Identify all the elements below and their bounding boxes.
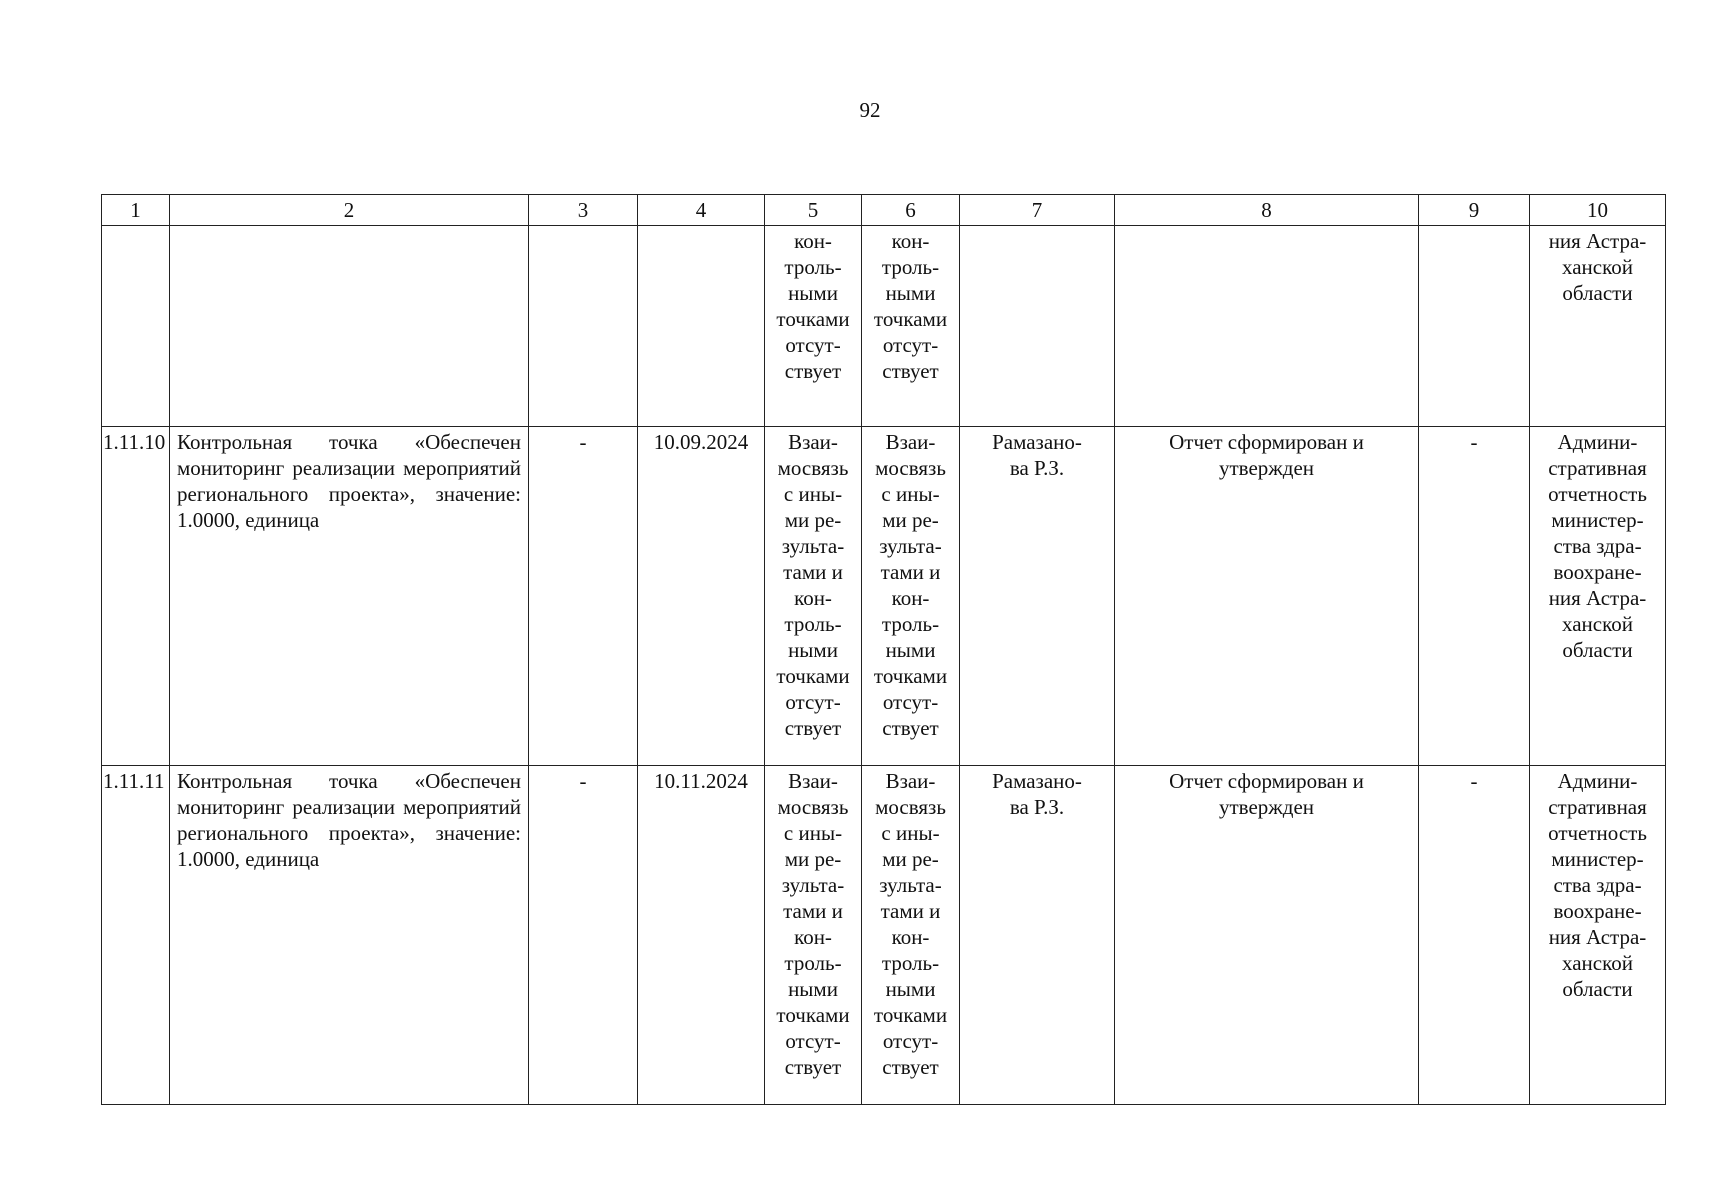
control-point-name-cell: Контрольная точка «Обеспечен мониторинг реализации мероприятий регионального проекта», значение: 1.0000, единица xyxy=(170,766,529,1105)
cell-line: троль- xyxy=(881,612,940,636)
cell-line: ными xyxy=(788,281,838,305)
cell-line: Рамазано- xyxy=(992,769,1082,793)
cell-line: ва Р.З. xyxy=(1009,456,1065,480)
cell-line: кон- xyxy=(794,229,832,253)
cell-line: отсут- xyxy=(882,333,939,357)
source-cell xyxy=(1530,226,1666,427)
column-header-5: 5 xyxy=(765,195,862,226)
cell-line: точками xyxy=(873,307,948,331)
cell-line: кон- xyxy=(891,229,930,253)
page-number: 92 xyxy=(859,98,881,122)
result-cell xyxy=(1115,427,1419,766)
cell-line: ханской xyxy=(1562,255,1633,279)
cell-line: Рамазано- xyxy=(992,430,1082,454)
cell-line: троль- xyxy=(881,951,940,975)
cell-line: Взаи- xyxy=(885,769,936,793)
result-cell xyxy=(1115,226,1419,427)
cell-line: ствует xyxy=(882,716,939,740)
cell-line: кон- xyxy=(891,586,930,610)
column-header-3: 3 xyxy=(529,195,638,226)
cell-line: области xyxy=(1562,638,1633,662)
row-number-cell: 1.11.11 xyxy=(102,766,170,1105)
cell-line: троль- xyxy=(784,255,842,279)
column-5-cell xyxy=(765,427,862,766)
cell-line: точками xyxy=(776,664,850,688)
data-table xyxy=(101,194,1666,1105)
cell-line: ными xyxy=(885,281,936,305)
cell-line: отсут- xyxy=(882,690,939,714)
cell-line: точками xyxy=(873,1003,948,1027)
cell-line: ми ре- xyxy=(882,847,939,871)
cell-line: министер- xyxy=(1551,847,1644,871)
cell-line: мосвязь xyxy=(875,456,946,480)
cell-line: точками xyxy=(873,664,948,688)
cell-line: с ины- xyxy=(881,821,940,845)
column-header-4: 4 xyxy=(638,195,765,226)
cell-line: утвержден xyxy=(1218,456,1315,480)
cell-line: отсут- xyxy=(785,690,841,714)
cell-line: ханской xyxy=(1562,612,1633,636)
column-6-cell xyxy=(862,427,960,766)
cell-line: утвержден xyxy=(1218,795,1315,819)
table-row xyxy=(102,427,1666,766)
table-row xyxy=(102,766,1666,1105)
date-cell: 10.11.2024 xyxy=(638,766,765,1105)
cell-line: ствует xyxy=(882,1055,939,1079)
cell-line: ными xyxy=(788,638,838,662)
column-3-cell: - xyxy=(529,766,638,1105)
cell-line: Взаи- xyxy=(788,769,838,793)
column-9-cell xyxy=(1419,226,1530,427)
cell-line: тами и xyxy=(880,899,941,923)
cell-line: ния Астра- xyxy=(1548,229,1647,253)
cell-line: воохране- xyxy=(1553,560,1642,584)
column-header-8: 8 xyxy=(1115,195,1419,226)
cell-line: зульта- xyxy=(781,534,845,558)
cell-line: кон- xyxy=(891,925,930,949)
cell-line: ствует xyxy=(784,716,842,740)
cell-line: троль- xyxy=(784,951,842,975)
cell-line: Взаи- xyxy=(788,430,838,454)
cell-line: Админи- xyxy=(1557,769,1638,793)
column-6-cell xyxy=(862,766,960,1105)
cell-line: ния Астра- xyxy=(1548,925,1647,949)
cell-line: с ины- xyxy=(881,482,940,506)
cell-line: ными xyxy=(885,638,936,662)
cell-line: ханской xyxy=(1562,951,1633,975)
cell-line: точками xyxy=(776,1003,850,1027)
cell-line: области xyxy=(1562,977,1633,1001)
column-header-7: 7 xyxy=(960,195,1115,226)
column-3-cell xyxy=(529,226,638,427)
cell-line: стративная xyxy=(1548,795,1647,819)
cell-line: мосвязь xyxy=(777,456,849,480)
column-header-10: 10 xyxy=(1530,195,1666,226)
cell-line: отчетность xyxy=(1548,821,1647,845)
cell-line: зульта- xyxy=(781,873,845,897)
cell-line: с ины- xyxy=(783,482,843,506)
cell-line: ния Астра- xyxy=(1548,586,1647,610)
result-cell xyxy=(1115,766,1419,1105)
column-9-cell: - xyxy=(1419,766,1530,1105)
cell-line: области xyxy=(1562,281,1633,305)
cell-line: ства здра- xyxy=(1553,534,1642,558)
column-3-cell: - xyxy=(529,427,638,766)
date-cell: 10.09.2024 xyxy=(638,427,765,766)
cell-line: троль- xyxy=(881,255,940,279)
cell-line: ствует xyxy=(784,1055,842,1079)
cell-line: кон- xyxy=(794,586,832,610)
source-cell xyxy=(1530,427,1666,766)
responsible-cell xyxy=(960,226,1115,427)
cell-line: мосвязь xyxy=(777,795,849,819)
cell-line: троль- xyxy=(784,612,842,636)
cell-line: Отчет сформирован и xyxy=(1169,769,1364,793)
column-9-cell: - xyxy=(1419,427,1530,766)
control-point-name-cell xyxy=(170,226,529,427)
cell-line: ми ре- xyxy=(784,508,842,532)
cell-line: зульта- xyxy=(879,534,942,558)
table-row xyxy=(102,226,1666,427)
cell-line: ми ре- xyxy=(784,847,842,871)
cell-line: ными xyxy=(788,977,838,1001)
row-number-cell: 1.11.10 xyxy=(102,427,170,766)
cell-line: тами и xyxy=(880,560,941,584)
cell-line: ными xyxy=(885,977,936,1001)
cell-line: ствует xyxy=(882,359,939,383)
cell-line: ства здра- xyxy=(1553,873,1642,897)
row-number-cell xyxy=(102,226,170,427)
source-cell xyxy=(1530,766,1666,1105)
header-row xyxy=(102,195,1666,226)
cell-line: Админи- xyxy=(1557,430,1638,454)
responsible-cell xyxy=(960,766,1115,1105)
cell-line: тами и xyxy=(783,899,843,923)
responsible-cell xyxy=(960,427,1115,766)
cell-line: министер- xyxy=(1551,508,1644,532)
column-header-2: 2 xyxy=(170,195,529,226)
cell-line: зульта- xyxy=(879,873,942,897)
column-6-cell xyxy=(862,226,960,427)
cell-line: точками xyxy=(776,307,850,331)
cell-line: отчетность xyxy=(1548,482,1647,506)
date-cell xyxy=(638,226,765,427)
cell-line: стративная xyxy=(1548,456,1647,480)
cell-line: ми ре- xyxy=(882,508,939,532)
cell-line: кон- xyxy=(794,925,832,949)
cell-line: Взаи- xyxy=(885,430,936,454)
column-5-cell xyxy=(765,226,862,427)
cell-line: ствует xyxy=(784,359,842,383)
cell-line: отсут- xyxy=(785,333,841,357)
cell-line: отсут- xyxy=(882,1029,939,1053)
cell-line: с ины- xyxy=(783,821,843,845)
column-5-cell xyxy=(765,766,862,1105)
cell-line: ва Р.З. xyxy=(1009,795,1065,819)
column-header-1: 1 xyxy=(102,195,170,226)
cell-line: отсут- xyxy=(785,1029,841,1053)
column-header-9: 9 xyxy=(1419,195,1530,226)
control-point-name-cell: Контрольная точка «Обеспечен мониторинг реализации мероприятий регионального проекта», значение: 1.0000, единица xyxy=(170,427,529,766)
column-header-6: 6 xyxy=(862,195,960,226)
cell-line: тами и xyxy=(783,560,843,584)
cell-line: Отчет сформирован и xyxy=(1169,430,1364,454)
cell-line: мосвязь xyxy=(875,795,946,819)
cell-line: воохране- xyxy=(1553,899,1642,923)
